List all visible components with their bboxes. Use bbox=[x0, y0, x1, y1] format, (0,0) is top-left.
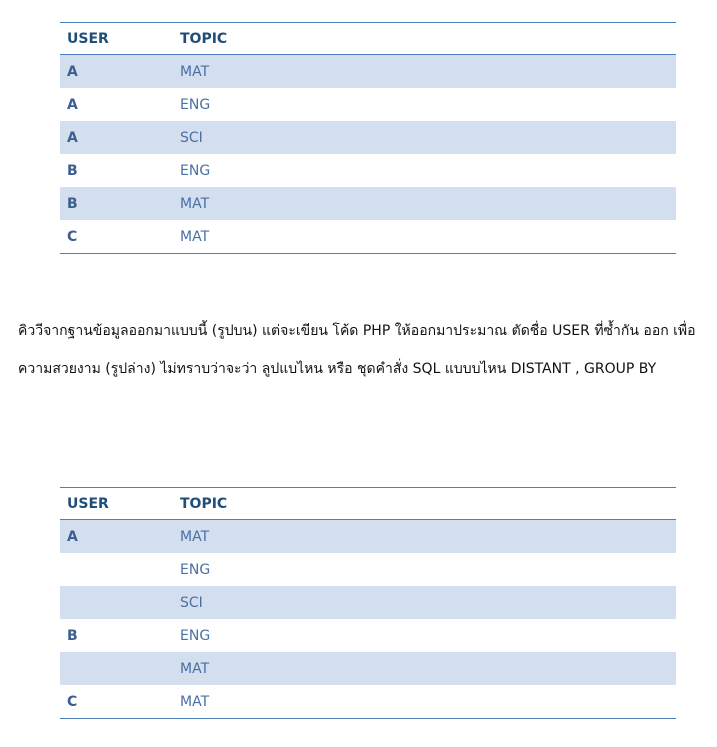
cell-user: C bbox=[67, 228, 78, 245]
cell-user: A bbox=[67, 129, 78, 146]
cell-user: B bbox=[67, 627, 78, 644]
cell-topic: MAT bbox=[180, 660, 210, 677]
cell-topic: ENG bbox=[180, 162, 211, 179]
table-row bbox=[60, 586, 676, 619]
column-header-topic: TOPIC bbox=[180, 495, 228, 512]
desired-output-table bbox=[60, 487, 676, 719]
cell-topic: MAT bbox=[180, 195, 210, 212]
cell-user: C bbox=[67, 693, 78, 710]
table-row bbox=[60, 652, 676, 685]
cell-topic: SCI bbox=[180, 594, 203, 611]
cell-topic: ENG bbox=[180, 561, 211, 578]
cell-user: A bbox=[67, 96, 78, 113]
table-row bbox=[60, 154, 676, 187]
table-row bbox=[60, 55, 676, 88]
table-header-row bbox=[60, 488, 676, 520]
cell-topic: ENG bbox=[180, 627, 211, 644]
table-row bbox=[60, 685, 676, 718]
cell-topic: ENG bbox=[180, 96, 211, 113]
table-header-row bbox=[60, 23, 676, 55]
cell-user: A bbox=[67, 528, 78, 545]
cell-topic: MAT bbox=[180, 228, 210, 245]
table-row bbox=[60, 121, 676, 154]
question-text: คิววีจากฐานข้อมูลออกมาแบบนี้ (รูปบน) แต่จะเขียน โค้ด PHP ให้ออกมาประมาณ ตัดชื่อ USER ที่ซ้ำกัน ออก เพื่อความสวยงาม (รูปล่าง) ไม่ทราบว่าจะว่า ลูปแบไหน หรือ ชุดคำสั่ง SQL แบบบไหน DISTANT , GROUP BY bbox=[18, 323, 696, 377]
table-row bbox=[60, 553, 676, 586]
cell-user: A bbox=[67, 63, 78, 80]
cell-topic: SCI bbox=[180, 129, 203, 146]
table-row bbox=[60, 520, 676, 553]
column-header-topic: TOPIC bbox=[180, 30, 228, 47]
column-header-user: USER bbox=[67, 30, 109, 47]
cell-topic: MAT bbox=[180, 693, 210, 710]
table-row bbox=[60, 619, 676, 652]
table-row bbox=[60, 88, 676, 121]
column-header-user: USER bbox=[67, 495, 109, 512]
cell-topic: MAT bbox=[180, 528, 210, 545]
cell-topic: MAT bbox=[180, 63, 210, 80]
table-row bbox=[60, 220, 676, 253]
original-query-table bbox=[60, 22, 676, 254]
cell-user: B bbox=[67, 162, 78, 179]
table-row bbox=[60, 187, 676, 220]
cell-user: B bbox=[67, 195, 78, 212]
